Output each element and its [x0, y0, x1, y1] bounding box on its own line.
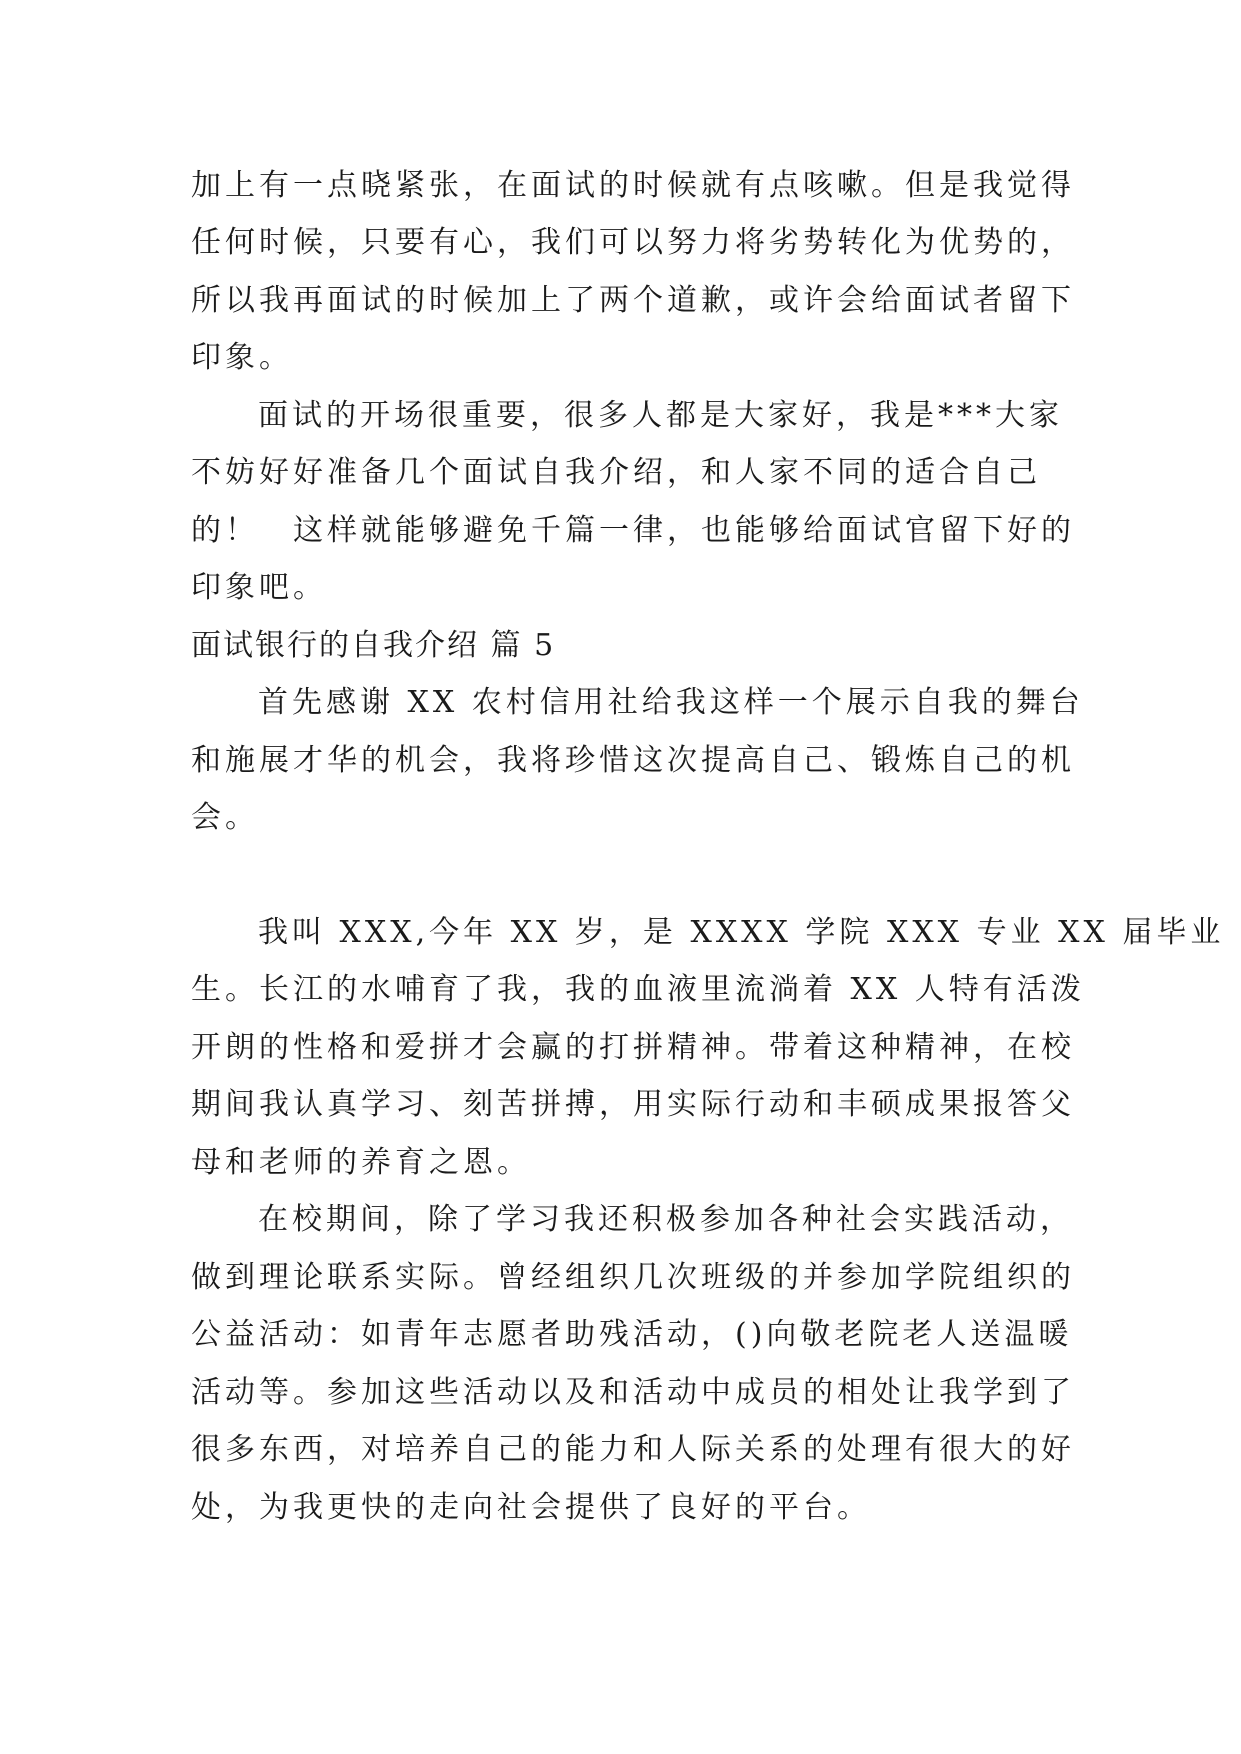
paragraph-5-line-3: 公益活动：如青年志愿者助残活动，()向敬老院老人送温暖 [191, 1317, 1073, 1352]
paragraph-3-line-1: 首先感谢 XX 农村信用社给我这样一个展示自我的舞台 [258, 685, 1084, 720]
paragraph-1-line-1: 加上有一点晓紧张，在面试的时候就有点咳嗽。但是我觉得 [191, 168, 1075, 203]
paragraph-4-line-2: 生。长江的水哺育了我，我的血液里流淌着 XX 人特有活泼 [191, 972, 1085, 1007]
paragraph-5-line-2: 做到理论联系实际。曾经组织几次班级的并参加学院组织的 [191, 1260, 1075, 1295]
paragraph-1-line-4: 印象。 [191, 340, 293, 375]
paragraph-5-line-1: 在校期间，除了学习我还积极参加各种社会实践活动， [258, 1202, 1074, 1237]
paragraph-4-line-3: 开朗的性格和爱拼才会赢的打拼精神。带着这种精神，在校 [191, 1030, 1075, 1065]
paragraph-3-line-3: 会。 [191, 800, 259, 835]
paragraph-2-line-1: 面试的开场很重要，很多人都是大家好，我是***大家 [258, 398, 1063, 433]
paragraph-1-line-2: 任何时候，只要有心，我们可以努力将劣势转化为优势的， [191, 225, 1075, 260]
paragraph-5-line-4: 活动等。参加这些活动以及和活动中成员的相处让我学到了 [191, 1375, 1075, 1410]
paragraph-2-line-4: 印象吧。 [191, 570, 327, 605]
paragraph-2-line-2: 不妨好好准备几个面试自我介绍，和人家不同的适合自己 [191, 455, 1041, 490]
paragraph-4-line-1: 我叫 XXX,今年 XX 岁，是 XXXX 学院 XXX 专业 XX 届毕业 [258, 915, 1225, 950]
paragraph-4-line-4: 期间我认真学习、刻苦拼搏，用实际行动和丰硕成果报答父 [191, 1087, 1075, 1122]
paragraph-5-line-6: 处，为我更快的走向社会提供了良好的平台。 [191, 1490, 871, 1525]
paragraph-2-line-3: 的！ 这样就能够避免千篇一律，也能够给面试官留下好的 [191, 513, 1075, 548]
paragraph-5-line-5: 很多东西，对培养自己的能力和人际关系的处理有很大的好 [191, 1432, 1075, 1467]
paragraph-4-line-5: 母和老师的养育之恩。 [191, 1145, 531, 1180]
paragraph-3-line-2: 和施展才华的机会，我将珍惜这次提高自己、锻炼自己的机 [191, 743, 1075, 778]
section-heading: 面试银行的自我介绍 篇 5 [191, 628, 556, 663]
paragraph-1-line-3: 所以我再面试的时候加上了两个道歉，或许会给面试者留下 [191, 283, 1075, 318]
